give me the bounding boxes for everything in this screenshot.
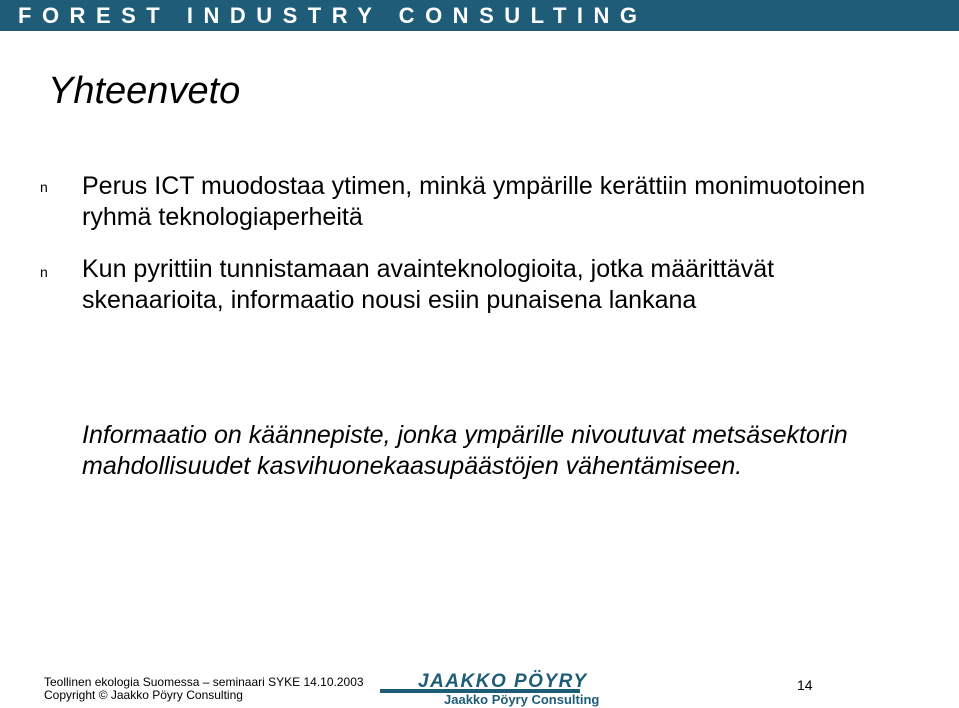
bullet-marker-icon: n [40,264,48,280]
page-number: 14 [797,677,813,693]
bullet-text: Perus ICT muodostaa ytimen, minkä ympärille kerättiin monimuotoinen ryhmä teknologiaperheitä [82,172,866,231]
company-logo-subtitle: Jaakko Pöyry Consulting [444,692,600,707]
bullet-text: Kun pyrittiin tunnistamaan avainteknologioita, jotka määrittävät skenaarioita, informaatio nousi esiin punaisena lankana [82,255,775,314]
bullet-marker-icon: n [40,179,48,195]
company-logo: JAAKKO PÖYRY [418,671,588,692]
footer-event: Teollinen ekologia Suomessa – seminaari SYKE 14.10.2003 [44,675,364,689]
header-bar [0,0,959,31]
summary-text: Informaatio on käännepiste, jonka ympärille nivoutuvat metsäsektorin mahdollisuudet kasvihuonekaasupäästöjen vähentämiseen. [82,421,848,480]
slide-title: Yhteenveto [48,70,241,112]
footer-copyright: Copyright © Jaakko Pöyry Consulting [44,688,243,702]
header-title: FOREST INDUSTRY CONSULTING [18,3,648,28]
